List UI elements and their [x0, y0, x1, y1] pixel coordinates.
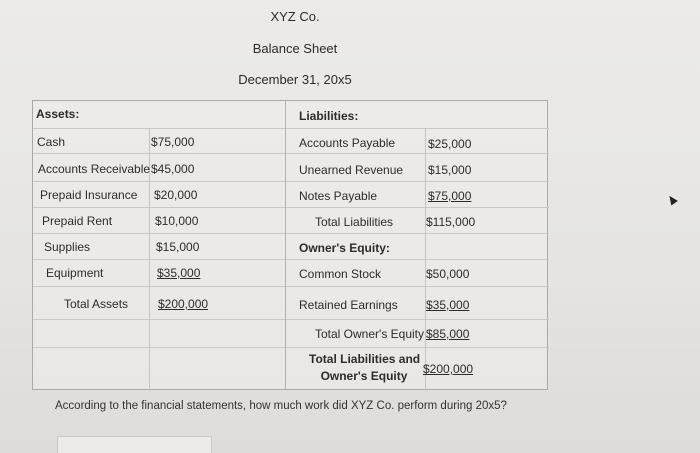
- total-liabilities-and-equity-label-line2: Owner's Equity: [320, 369, 408, 383]
- equity-label-common-stock: Common Stock: [299, 267, 382, 281]
- grid-line: [286, 347, 549, 348]
- asset-value-equipment: $35,000: [157, 266, 201, 280]
- asset-value-cash: $75,000: [151, 135, 195, 149]
- grid-line: [33, 286, 285, 287]
- liability-value-notes-payable: $75,000: [428, 189, 472, 203]
- grid-line: [425, 128, 426, 391]
- asset-label-supplies: Supplies: [44, 240, 91, 254]
- question-text: According to the financial statements, how much work did XYZ Co. perform during 20x5?: [55, 400, 507, 412]
- asset-label-accounts-receivable: Accounts Receivable: [38, 162, 151, 176]
- grid-line: [33, 207, 285, 208]
- asset-label-cash: Cash: [37, 135, 66, 149]
- grid-line: [33, 128, 285, 129]
- total-liabilities-label: Total Liabilities: [315, 215, 394, 229]
- grid-line: [33, 233, 285, 234]
- liability-value-unearned-revenue: $15,000: [428, 163, 472, 177]
- equity-value-common-stock: $50,000: [426, 267, 470, 281]
- report-date: December 31, 20x5: [238, 72, 352, 87]
- asset-value-prepaid-rent: $10,000: [155, 214, 199, 228]
- total-assets-value: $200,000: [158, 297, 209, 311]
- grid-line: [33, 347, 285, 348]
- asset-label-equipment: Equipment: [46, 266, 104, 280]
- grid-line: [286, 233, 549, 234]
- grid-line: [33, 319, 285, 320]
- asset-value-supplies: $15,000: [156, 240, 200, 254]
- total-liabilities-and-equity-value: $200,000: [423, 362, 474, 376]
- asset-label-prepaid-rent: Prepaid Rent: [42, 214, 113, 228]
- asset-label-prepaid-insurance: Prepaid Insurance: [40, 188, 138, 202]
- grid-line: [33, 153, 285, 154]
- grid-line: [286, 259, 549, 260]
- total-owners-equity-label: Total Owner's Equity: [315, 327, 425, 341]
- grid-line: [286, 153, 549, 154]
- grid-line: [286, 286, 549, 287]
- liability-label-notes-payable: Notes Payable: [299, 189, 378, 203]
- owners-equity-heading: Owner's Equity:: [299, 241, 390, 255]
- liability-label-accounts-payable: Accounts Payable: [299, 136, 396, 150]
- liability-label-unearned-revenue: Unearned Revenue: [299, 163, 404, 177]
- mouse-cursor-icon: [666, 194, 678, 206]
- liabilities-heading: Liabilities:: [299, 109, 359, 123]
- total-liabilities-value: $115,000: [426, 215, 476, 229]
- grid-line: [33, 181, 285, 182]
- total-assets-label: Total Assets: [64, 297, 129, 311]
- grid-line: [286, 181, 549, 182]
- assets-heading: Assets:: [36, 107, 80, 121]
- total-owners-equity-value: $85,000: [426, 327, 470, 341]
- grid-line: [286, 128, 549, 129]
- equity-label-retained-earnings: Retained Earnings: [299, 298, 398, 312]
- equity-value-retained-earnings: $35,000: [426, 298, 470, 312]
- grid-line: [286, 207, 549, 208]
- answer-input[interactable]: [57, 436, 212, 453]
- asset-value-accounts-receivable: $45,000: [151, 162, 195, 176]
- balance-sheet-table: [32, 100, 548, 390]
- liability-value-accounts-payable: $25,000: [428, 137, 472, 151]
- company-name: XYZ Co.: [270, 9, 320, 24]
- report-title: Balance Sheet: [252, 41, 338, 56]
- asset-value-prepaid-insurance: $20,000: [154, 188, 198, 202]
- grid-line: [286, 319, 549, 320]
- grid-line: [33, 259, 285, 260]
- total-liabilities-and-equity-label-line1: Total Liabilities and: [309, 352, 421, 366]
- column-divider: [285, 101, 286, 389]
